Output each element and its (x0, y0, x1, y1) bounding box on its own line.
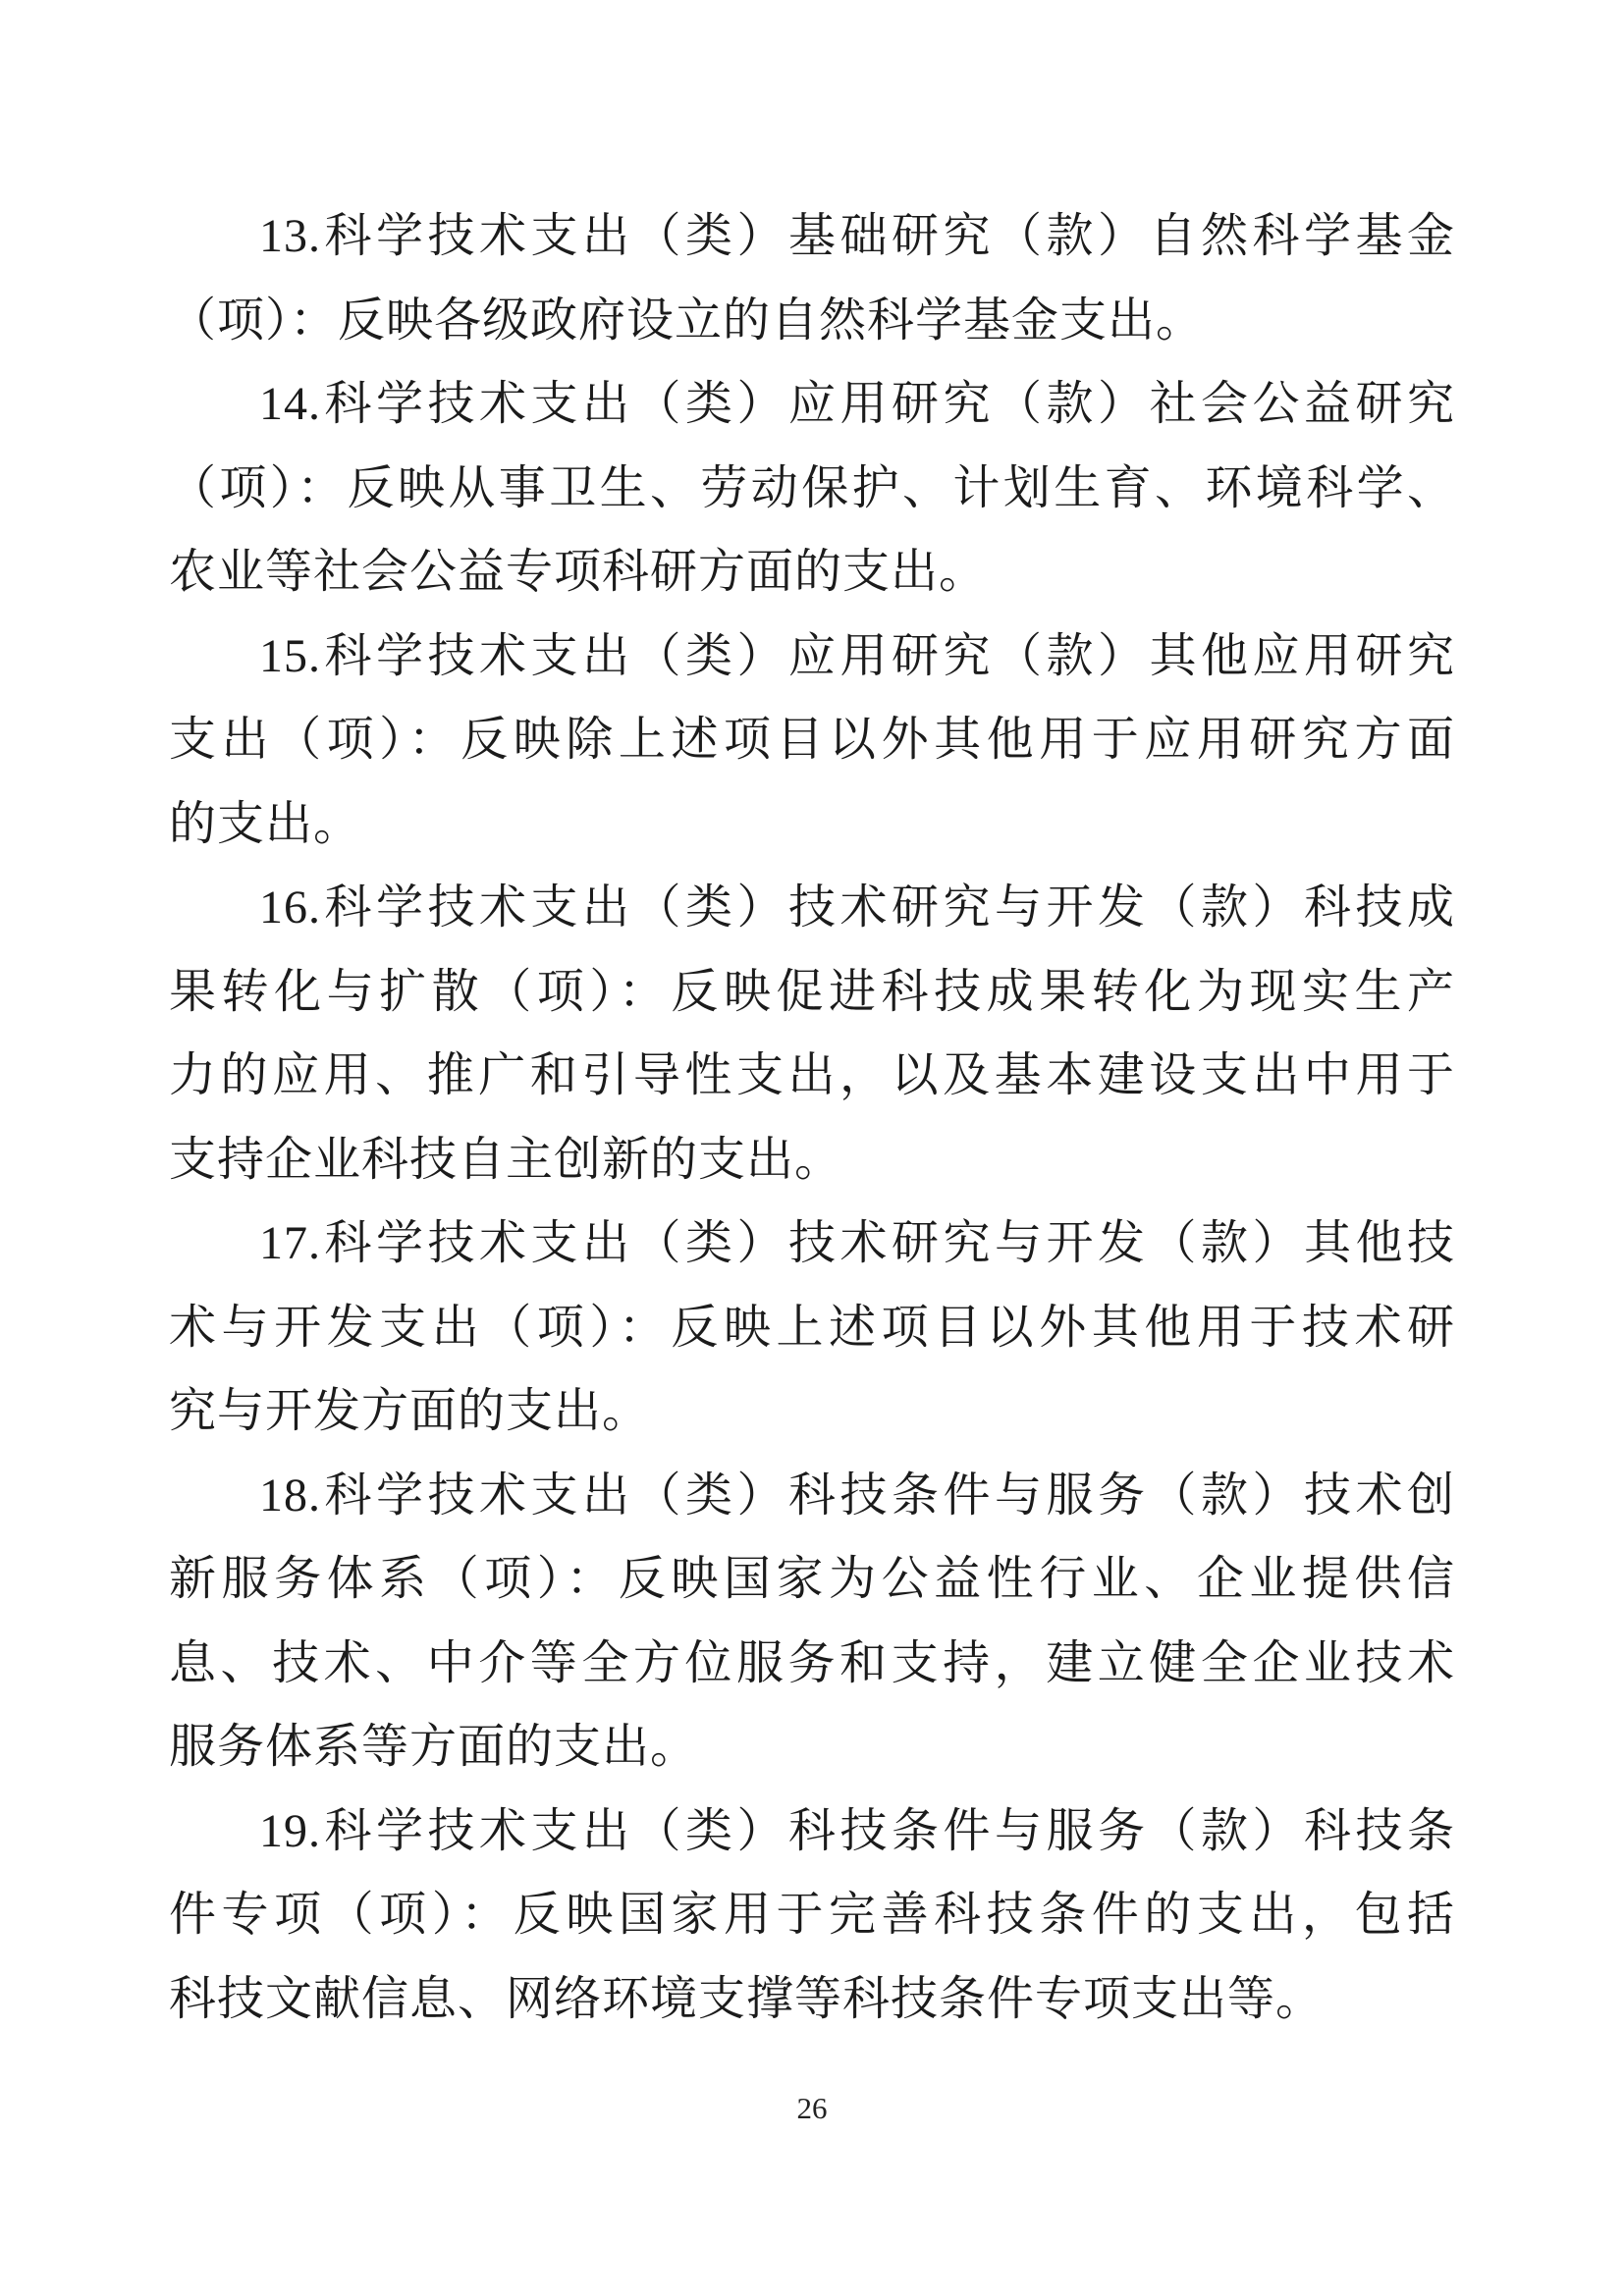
text-line: 科技文献信息、网络环境支撑等科技条件专项支出等。 (169, 1972, 1325, 2025)
text-line: 17.科学技术支出（类）技术研究与开发（款）其他技 (259, 1217, 1455, 1269)
page-number: 26 (796, 2091, 828, 2125)
text-line: （项）：反映从事卫生、劳动保护、计划生育、环境科学、 (169, 461, 1455, 514)
text-line: 16.科学技术支出（类）技术研究与开发（款）科技成 (259, 881, 1455, 934)
text-line: 息、技术、中介等全方位服务和支持，建立健全企业技术 (169, 1636, 1455, 1689)
text-line: 的支出。 (169, 797, 362, 850)
text-line: 新服务体系（项）：反映国家为公益性行业、企业提供信 (169, 1553, 1455, 1605)
paragraph (169, 866, 1455, 1201)
text-line: 果转化与扩散（项）：反映促进科技成果转化为现实生产 (169, 965, 1455, 1018)
text-line: 支持企业科技自主创新的支出。 (169, 1133, 843, 1186)
paragraph (169, 1789, 1455, 2042)
text-line: 术与开发支出（项）：反映上述项目以外其他用于技术研 (169, 1301, 1455, 1354)
text-line: 13.科学技术支出（类）基础研究（款）自然科学基金 (259, 210, 1455, 262)
text-line: 14.科学技术支出（类）应用研究（款）社会公益研究 (259, 378, 1455, 430)
paragraph (169, 362, 1455, 614)
paragraph (169, 1201, 1455, 1454)
paragraph (169, 1454, 1455, 1789)
text-line: 15.科学技术支出（类）应用研究（款）其他应用研究 (259, 629, 1455, 682)
text-line: 件专项（项）：反映国家用于完善科技条件的支出，包括 (169, 1889, 1455, 1941)
text-line: 究与开发方面的支出。 (169, 1385, 651, 1437)
text-line: 力的应用、推广和引导性支出，以及基本建设支出中用于 (169, 1049, 1455, 1101)
text-line: 支出（项）：反映除上述项目以外其他用于应用研究方面 (169, 714, 1455, 766)
text-line: 农业等社会公益专项科研方面的支出。 (169, 546, 988, 598)
text-line: 服务体系等方面的支出。 (169, 1721, 699, 1773)
text-line: 19.科学技术支出（类）科技条件与服务（款）科技条 (259, 1804, 1455, 1857)
paragraph (169, 614, 1455, 867)
paragraph (169, 194, 1455, 362)
document-body (169, 194, 1455, 2041)
text-line: 18.科学技术支出（类）科技条件与服务（款）技术创 (259, 1468, 1455, 1522)
text-line: （项）：反映各级政府设立的自然科学基金支出。 (169, 294, 1205, 347)
